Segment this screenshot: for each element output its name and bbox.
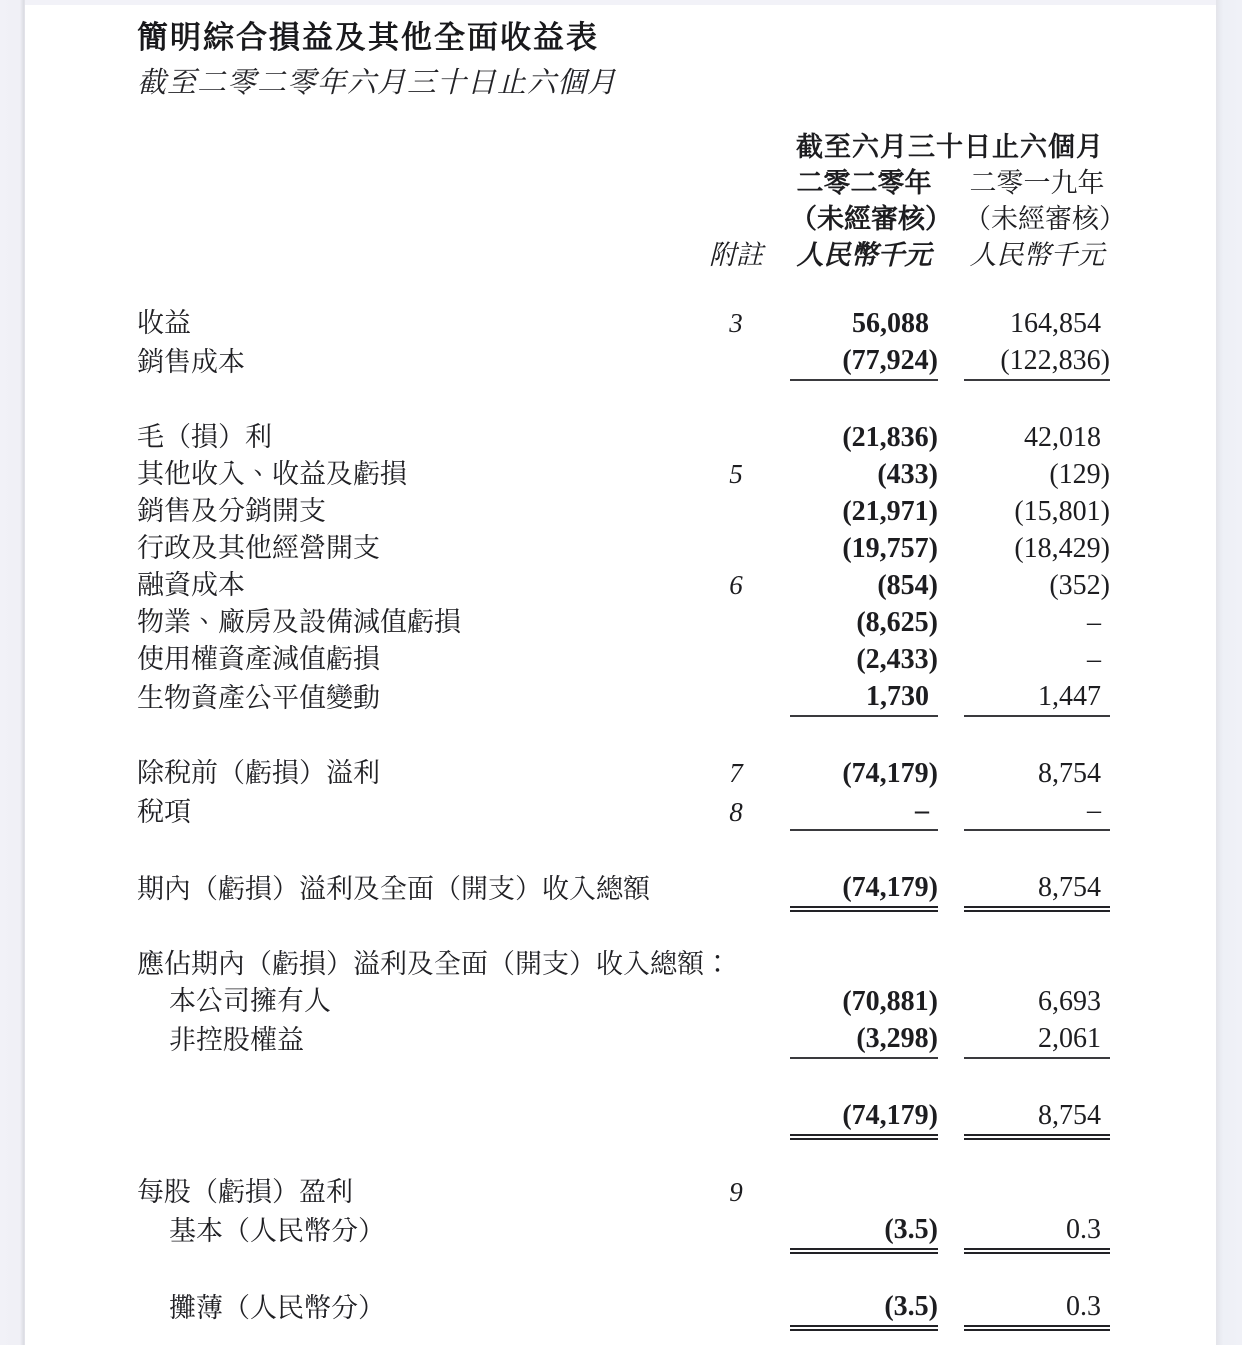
value-2020: (3,298) xyxy=(790,1020,938,1059)
row-group xyxy=(137,419,1110,717)
value-2020: (74,179) xyxy=(842,758,938,789)
value-2020: 1,730 xyxy=(790,678,938,717)
row-label: 稅項 xyxy=(137,797,191,827)
value-2020: (74,179) xyxy=(790,1097,938,1136)
row-label: 生物資產公平值變動 xyxy=(137,683,380,713)
header-year-2020: 二零二零年 xyxy=(796,168,932,198)
row-label: 基本（人民幣分） xyxy=(169,1216,385,1246)
table-row xyxy=(137,456,1110,493)
row-label: 攤薄（人民幣分） xyxy=(169,1293,385,1323)
table-row xyxy=(137,604,1110,641)
row-group xyxy=(137,1174,1110,1250)
value-2019: 42,018 xyxy=(1024,422,1101,453)
row-label: 每股（虧損）盈利 xyxy=(137,1177,353,1207)
table-row xyxy=(137,755,1110,792)
table-row xyxy=(137,946,1110,983)
value-2020: (433) xyxy=(877,459,938,490)
value-2019: 6,693 xyxy=(1038,986,1101,1017)
table-row xyxy=(137,869,1110,908)
value-2019: 0.3 xyxy=(964,1211,1110,1250)
row-label: 銷售成本 xyxy=(137,347,245,377)
header-audit-2019: （未經審核） xyxy=(964,204,1126,234)
row-label: 毛（損）利 xyxy=(137,422,272,452)
page-title: 簡明綜合損益及其他全面收益表 xyxy=(137,20,599,55)
table-row xyxy=(137,792,1110,831)
value-2020: (3.5) xyxy=(790,1211,938,1250)
value-2019: (129) xyxy=(1049,459,1110,490)
header-year-2019: 二零一九年 xyxy=(969,168,1105,198)
viewer-edge-top xyxy=(0,0,1242,5)
table-row xyxy=(137,1288,1110,1327)
table-row xyxy=(137,419,1110,456)
value-2019: 1,447 xyxy=(964,678,1110,717)
value-2019: 8,754 xyxy=(1038,758,1101,789)
value-2019: (18,429) xyxy=(1014,533,1110,564)
table-row xyxy=(137,305,1110,342)
note-reference: 9 xyxy=(729,1177,743,1207)
row-label: 其他收入、收益及虧損 xyxy=(137,459,407,489)
header-period-label: 截至六月三十日止六個月 xyxy=(796,132,1104,162)
table-row xyxy=(137,1211,1110,1250)
note-reference: 7 xyxy=(729,758,743,788)
table-row xyxy=(137,530,1110,567)
row-label: 銷售及分銷開支 xyxy=(137,496,326,526)
row-group xyxy=(137,1288,1110,1327)
value-2019: (15,801) xyxy=(1014,496,1110,527)
value-2020: 56,088 xyxy=(852,308,929,339)
note-reference: 6 xyxy=(729,570,743,600)
value-2020: (854) xyxy=(877,570,938,601)
table-row xyxy=(137,567,1110,604)
value-2019: 2,061 xyxy=(964,1020,1110,1059)
table-row xyxy=(137,493,1110,530)
table-row xyxy=(137,342,1110,381)
row-group xyxy=(137,869,1110,908)
value-2019: 164,854 xyxy=(1010,308,1101,339)
value-2019: 8,754 xyxy=(964,869,1110,908)
row-group xyxy=(137,1097,1110,1136)
value-2019: – xyxy=(964,792,1110,831)
value-2019: (352) xyxy=(1049,570,1110,601)
value-2020: – xyxy=(790,792,938,831)
table-body xyxy=(137,305,1110,1327)
row-label: 物業、廠房及設備減值虧損 xyxy=(137,607,461,637)
value-2020: (74,179) xyxy=(790,869,938,908)
note-reference: 3 xyxy=(729,308,743,338)
value-2019: 0.3 xyxy=(964,1288,1110,1327)
value-2020: (8,625) xyxy=(856,607,938,638)
row-label: 融資成本 xyxy=(137,570,245,600)
row-group xyxy=(137,755,1110,831)
value-2020: (77,924) xyxy=(790,342,938,381)
value-2019: 8,754 xyxy=(964,1097,1110,1136)
header-unit-2020: 人民幣千元 xyxy=(796,240,932,270)
table-row xyxy=(137,641,1110,678)
note-reference: 5 xyxy=(729,459,743,489)
viewer-edge-right xyxy=(1216,0,1242,1345)
row-label: 行政及其他經營開支 xyxy=(137,533,380,563)
table-row xyxy=(137,983,1110,1020)
header-note-label: 附註 xyxy=(709,240,763,270)
row-label: 本公司擁有人 xyxy=(169,986,331,1016)
value-2020: (21,971) xyxy=(842,496,938,527)
row-label: 非控股權益 xyxy=(169,1025,304,1055)
value-2019: (122,836) xyxy=(964,342,1110,381)
value-2019: – xyxy=(1087,607,1101,638)
table-row xyxy=(137,678,1110,717)
table-row xyxy=(137,1020,1110,1059)
table-row xyxy=(137,1097,1110,1136)
header-unit-2019: 人民幣千元 xyxy=(969,240,1105,270)
value-2020: (3.5) xyxy=(790,1288,938,1327)
viewer-edge-left xyxy=(0,0,25,1345)
table-header xyxy=(137,129,1126,273)
row-group xyxy=(137,305,1110,381)
table-row xyxy=(137,1174,1110,1211)
page-subtitle: 截至二零二零年六月三十日止六個月 xyxy=(137,67,618,99)
row-label: 除稅前（虧損）溢利 xyxy=(137,758,380,788)
value-2020: (21,836) xyxy=(842,422,938,453)
note-reference: 8 xyxy=(729,797,743,827)
header-audit-2020: （未經審核） xyxy=(790,204,952,234)
value-2020: (19,757) xyxy=(842,533,938,564)
row-label: 應佔期內（虧損）溢利及全面（開支）收入總額： xyxy=(137,949,731,979)
row-label: 期內（虧損）溢利及全面（開支）收入總額 xyxy=(137,874,650,904)
document-page xyxy=(25,5,1216,1345)
value-2019: – xyxy=(1087,644,1101,675)
value-2020: (2,433) xyxy=(856,644,938,675)
row-label: 收益 xyxy=(137,308,191,338)
row-label: 使用權資產減值虧損 xyxy=(137,644,380,674)
row-group xyxy=(137,946,1110,1059)
value-2020: (70,881) xyxy=(842,986,938,1017)
